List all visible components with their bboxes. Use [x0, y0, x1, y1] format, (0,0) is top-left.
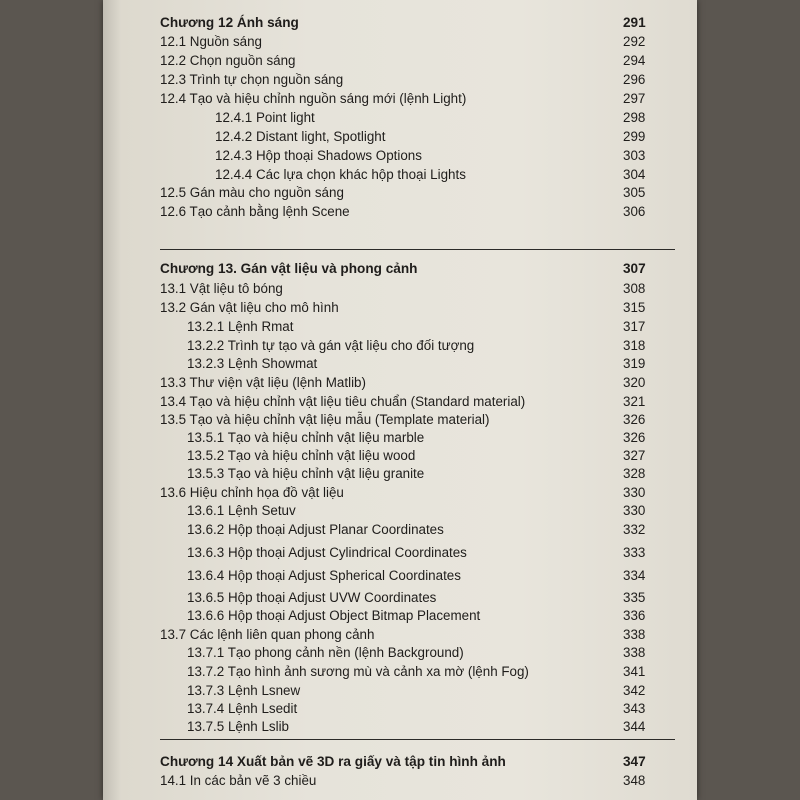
- toc-entry-title: 13.7.3 Lệnh Lsnew: [187, 683, 301, 698]
- toc-page-number: 304: [623, 167, 646, 182]
- toc-entry-title: 13.6.4 Hộp thoại Adjust Spherical Coordinates: [187, 568, 461, 583]
- toc-entry-title: 12.4 Tạo và hiệu chỉnh nguồn sáng mới (lệnh Light): [160, 91, 467, 106]
- toc-page-number: 343: [623, 701, 646, 716]
- toc-page-number: 333: [623, 545, 646, 560]
- toc-entry: [103, 446, 697, 466]
- toc-entry-title: 13.5 Tạo và hiệu chỉnh vật liệu mẫu (Template material): [160, 412, 490, 427]
- toc-entry-title: 13.3 Thư viện vật liệu (lệnh Matlib): [160, 375, 366, 390]
- toc-entry: [103, 643, 697, 663]
- toc-entry-title: 13.5.1 Tạo và hiệu chỉnh vật liệu marble: [187, 430, 425, 445]
- toc-entry: [103, 464, 697, 484]
- toc-page-number: 341: [623, 664, 646, 679]
- toc-entry-title: 13.2 Gán vật liệu cho mô hình: [160, 300, 339, 315]
- chapter-heading: [103, 13, 697, 33]
- toc-entry: [103, 70, 697, 90]
- chapter-heading: [103, 752, 697, 772]
- toc-page-number: 330: [623, 485, 646, 500]
- toc-entry: [103, 146, 697, 166]
- toc-entry: [103, 717, 697, 737]
- toc-page-number: 317: [623, 319, 646, 334]
- toc-entry: [103, 699, 697, 719]
- toc-page-number: 336: [623, 608, 646, 623]
- toc-entry-title: 13.6.3 Hộp thoại Adjust Cylindrical Coordinates: [187, 545, 467, 560]
- toc-entry: [103, 127, 697, 147]
- toc-entry: [103, 566, 697, 586]
- table-of-contents: [103, 0, 697, 800]
- chapter-heading: [103, 259, 697, 279]
- toc-entry: [103, 606, 697, 626]
- toc-entry: [103, 681, 697, 701]
- toc-entry: [103, 410, 697, 430]
- toc-entry: [103, 428, 697, 448]
- toc-page-number: 334: [623, 568, 646, 583]
- toc-page-number: 318: [623, 338, 646, 353]
- toc-entry-title: 13.1 Vật liệu tô bóng: [160, 281, 283, 296]
- toc-entry-title: 13.5.3 Tạo và hiệu chỉnh vật liệu granite: [187, 466, 425, 481]
- toc-page-number: 328: [623, 466, 646, 481]
- toc-page-number: 342: [623, 683, 646, 698]
- toc-entry-title: 13.2.1 Lệnh Rmat: [187, 319, 294, 334]
- toc-entry-title: Chương 13. Gán vật liệu và phong cảnh: [160, 261, 418, 276]
- toc-page-number: 326: [623, 430, 646, 445]
- toc-entry: [103, 588, 697, 608]
- section-divider: [160, 249, 675, 250]
- toc-entry: [103, 483, 697, 503]
- toc-entry-title: 13.6 Hiệu chỉnh họa đồ vật liệu: [160, 485, 344, 500]
- toc-page-number: 294: [623, 53, 646, 68]
- toc-entry: [103, 51, 697, 71]
- toc-entry: [103, 202, 697, 222]
- toc-page-number: 344: [623, 719, 646, 734]
- toc-page-number: 330: [623, 503, 646, 518]
- book-page: [103, 0, 697, 800]
- toc-entry-title: 13.7.1 Tạo phong cảnh nền (lệnh Background): [187, 645, 464, 660]
- toc-page-number: 335: [623, 590, 646, 605]
- toc-entry-title: 12.4.4 Các lựa chọn khác hộp thoại Lights: [215, 167, 466, 182]
- toc-entry: [103, 520, 697, 540]
- toc-entry-title: Chương 14 Xuất bản vẽ 3D ra giấy và tập tin hình ảnh: [160, 754, 506, 769]
- toc-entry: [103, 771, 697, 791]
- toc-entry-title: 12.4.3 Hộp thoại Shadows Options: [215, 148, 422, 163]
- toc-page-number: 305: [623, 185, 646, 200]
- toc-entry-title: 13.7.5 Lệnh Lslib: [187, 719, 289, 734]
- toc-entry-title: 12.4.2 Distant light, Spotlight: [215, 129, 386, 144]
- toc-entry: [103, 183, 697, 203]
- toc-entry-title: 13.5.2 Tạo và hiệu chỉnh vật liệu wood: [187, 448, 416, 463]
- toc-page-number: 321: [623, 394, 646, 409]
- toc-page-number: 319: [623, 356, 646, 371]
- toc-entry-title: 12.3 Trình tự chọn nguồn sáng: [160, 72, 344, 87]
- toc-entry-title: 13.7 Các lệnh liên quan phong cảnh: [160, 627, 375, 642]
- toc-entry-title: 12.4.1 Point light: [215, 110, 315, 125]
- toc-entry: [103, 298, 697, 318]
- toc-page-number: 298: [623, 110, 646, 125]
- toc-page-number: 307: [623, 261, 646, 276]
- toc-entry: [103, 317, 697, 337]
- toc-entry: [103, 543, 697, 563]
- toc-page-number: 296: [623, 72, 646, 87]
- toc-entry-title: 12.1 Nguồn sáng: [160, 34, 262, 49]
- toc-entry-title: 13.7.4 Lệnh Lsedit: [187, 701, 298, 716]
- toc-entry-title: 12.6 Tạo cảnh bằng lệnh Scene: [160, 204, 350, 219]
- toc-entry: [103, 89, 697, 109]
- toc-entry-title: 13.4 Tạo và hiệu chỉnh vật liệu tiêu chuẩn (Standard material): [160, 394, 526, 409]
- toc-page-number: 308: [623, 281, 646, 296]
- toc-entry-title: Chương 12 Ánh sáng: [160, 15, 299, 30]
- toc-entry: [103, 392, 697, 412]
- toc-entry: [103, 501, 697, 521]
- toc-page-number: 303: [623, 148, 646, 163]
- toc-page-number: 306: [623, 204, 646, 219]
- section-divider: [160, 739, 675, 740]
- toc-page-number: 326: [623, 412, 646, 427]
- toc-page-number: 320: [623, 375, 646, 390]
- toc-entry-title: 12.5 Gán màu cho nguồn sáng: [160, 185, 344, 200]
- toc-entry-title: 13.6.5 Hộp thoại Adjust UVW Coordinates: [187, 590, 437, 605]
- toc-page-number: 332: [623, 522, 646, 537]
- toc-entry-title: 13.6.2 Hộp thoại Adjust Planar Coordinates: [187, 522, 444, 537]
- toc-entry: [103, 662, 697, 682]
- toc-entry: [103, 108, 697, 128]
- toc-entry: [103, 32, 697, 52]
- toc-entry-title: 13.7.2 Tạo hình ảnh sương mù và cảnh xa mờ (lệnh Fog): [187, 664, 529, 679]
- toc-page-number: 338: [623, 645, 646, 660]
- toc-entry-title: 13.2.3 Lệnh Showmat: [187, 356, 318, 371]
- toc-entry-title: 14.1 In các bản vẽ 3 chiều: [160, 773, 317, 788]
- toc-entry-title: 12.2 Chọn nguồn sáng: [160, 53, 296, 68]
- toc-entry-title: 13.6.6 Hộp thoại Adjust Object Bitmap Placement: [187, 608, 481, 623]
- toc-page-number: 292: [623, 34, 646, 49]
- toc-entry: [103, 165, 697, 185]
- toc-entry: [103, 336, 697, 356]
- toc-entry: [103, 279, 697, 299]
- toc-page-number: 299: [623, 129, 646, 144]
- toc-entry: [103, 373, 697, 393]
- toc-page-number: 338: [623, 627, 646, 642]
- toc-page-number: 297: [623, 91, 646, 106]
- toc-page-number: 291: [623, 15, 646, 30]
- toc-page-number: 348: [623, 773, 646, 788]
- toc-entry: [103, 625, 697, 645]
- toc-entry: [103, 354, 697, 374]
- toc-page-number: 315: [623, 300, 646, 315]
- toc-page-number: 347: [623, 754, 646, 769]
- toc-entry-title: 13.2.2 Trình tự tạo và gán vật liệu cho đối tượng: [187, 338, 475, 353]
- toc-entry-title: 13.6.1 Lệnh Setuv: [187, 503, 296, 518]
- toc-page-number: 327: [623, 448, 646, 463]
